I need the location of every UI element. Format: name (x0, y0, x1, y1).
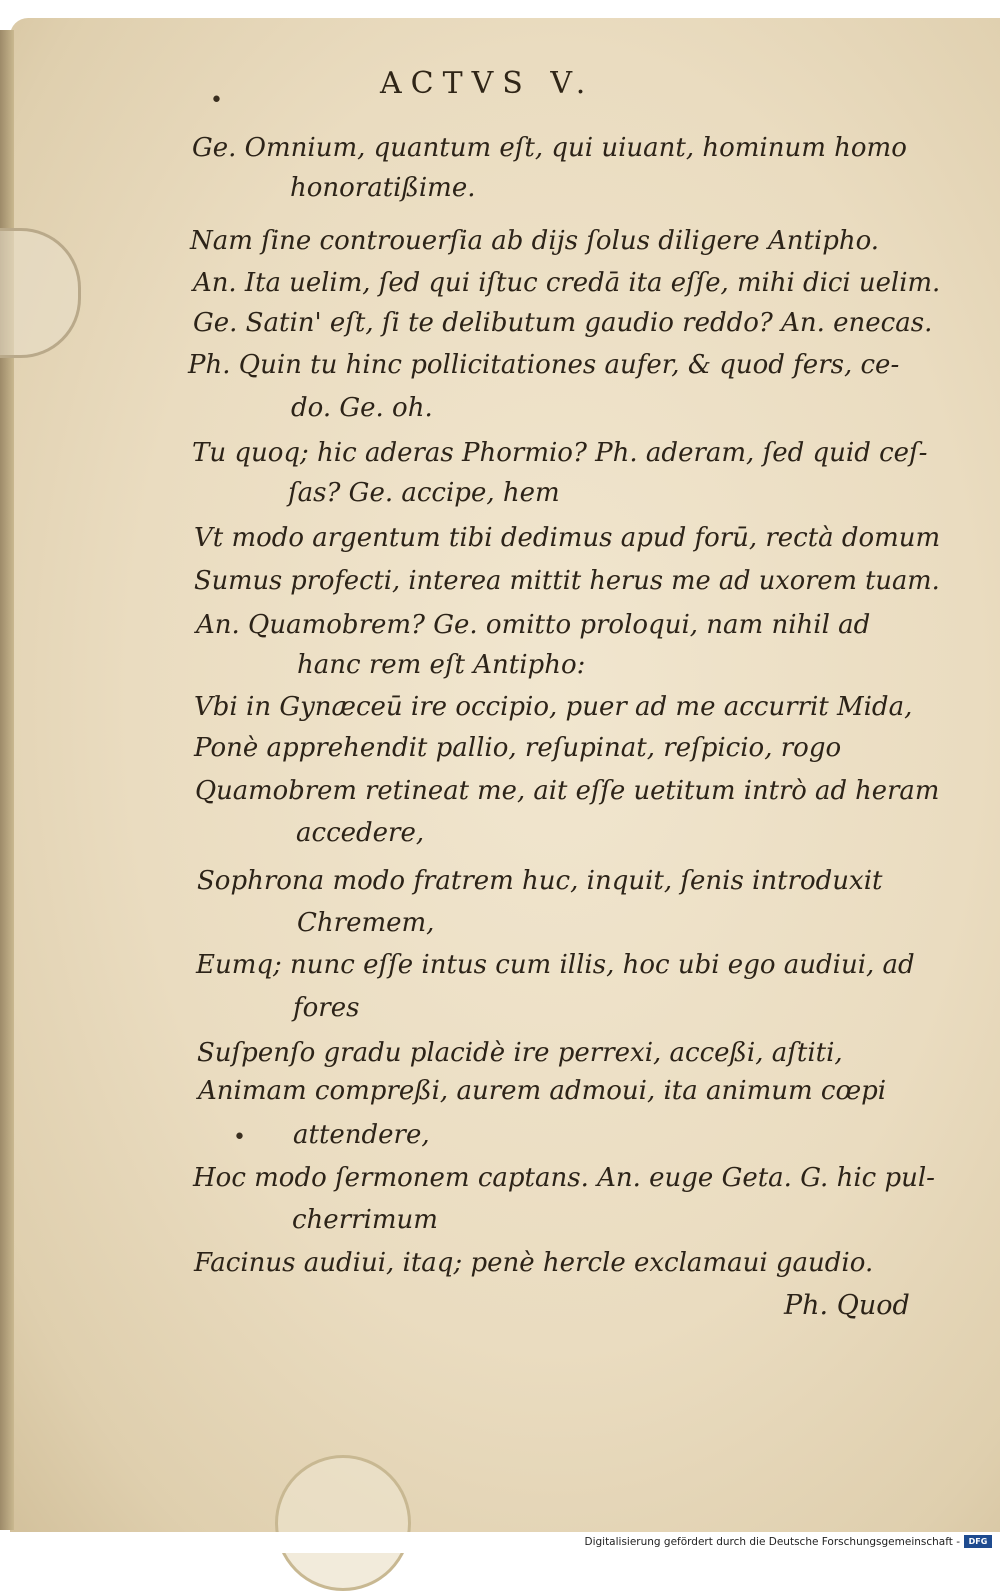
text-line: Hoc modo ſermonem captans. An. euge Geta. G. hic pul- (193, 1163, 935, 1193)
text-line: attendere, (293, 1120, 430, 1150)
text-line: Tu quoq; hic aderas Phormio? Ph. aderam, ſed quid ceſ- (192, 438, 928, 468)
funding-credit: Digitalisierung gefördert durch die Deutsche Forschungsgemeinschaft - (584, 1536, 960, 1548)
text-line: Nam ſine controuerſia ab dijs ſolus diligere Antipho. (190, 226, 880, 256)
text-line: Eumq; nunc eſſe intus cum illis, hoc ubi ego audiui, ad (196, 950, 915, 980)
text-line: Sumus profecti, interea mittit herus me ad uxorem tuam. (194, 566, 940, 596)
catchword: Ph. Quod (784, 1290, 910, 1321)
text-line: Animam compreßi, aurem admoui, ita animum cœpi (198, 1076, 887, 1106)
text-line: Ph. Quin tu hinc pollicitationes aufer, & quod fers, ce- (188, 350, 900, 380)
printer-mark: • (210, 88, 223, 113)
text-line: Quamobrem retineat me, ait eſſe uetitum intrò ad heram (195, 776, 940, 806)
text-line: An. Ita uelim, ſed qui iſtuc credā ita eſſe, mihi dici uelim. (193, 268, 941, 298)
text-line: Facinus audiui, itaq; penè hercle exclamaui gaudio. (194, 1248, 874, 1278)
text-line: Ge. Satin' eſt, ſi te delibutum gaudio reddo? An. enecas. (193, 308, 933, 338)
page-holder (275, 1455, 411, 1591)
text-line: hanc rem eſt Antipho: (297, 650, 586, 680)
text-line: cherrimum (292, 1205, 438, 1235)
text-line: Suſpenſo gradu placidè ire perrexi, acceßi, aſtiti, (197, 1038, 843, 1068)
text-line: do. Ge. oh. (291, 393, 433, 423)
dfg-logo: DFG (964, 1535, 992, 1548)
text-line: An. Quamobrem? Ge. omitto proloqui, nam nihil ad (196, 610, 871, 640)
printer-mark: • (233, 1125, 246, 1150)
footer-bar (0, 1532, 1000, 1553)
text-line: ſas? Ge. accipe, hem (288, 478, 560, 508)
text-line: Chremem, (297, 908, 435, 938)
running-title: ACTVS V. (380, 66, 595, 101)
text-line: Vbi in Gynæceū ire occipio, puer ad me accurrit Mida, (194, 692, 913, 722)
text-line: fores (293, 993, 360, 1023)
text-line: honoratißime. (290, 173, 476, 203)
text-line: Sophrona modo fratrem huc, inquit, ſenis introduxit (197, 866, 883, 896)
text-line: accedere, (296, 818, 425, 848)
text-line: Vt modo argentum tibi dedimus apud forū, rectà domum (194, 523, 941, 553)
text-line: Ge. Omnium, quantum eſt, qui uiuant, hominum homo (192, 133, 907, 163)
text-line: Ponè apprehendit pallio, reſupinat, reſpicio, rogo (194, 733, 842, 763)
